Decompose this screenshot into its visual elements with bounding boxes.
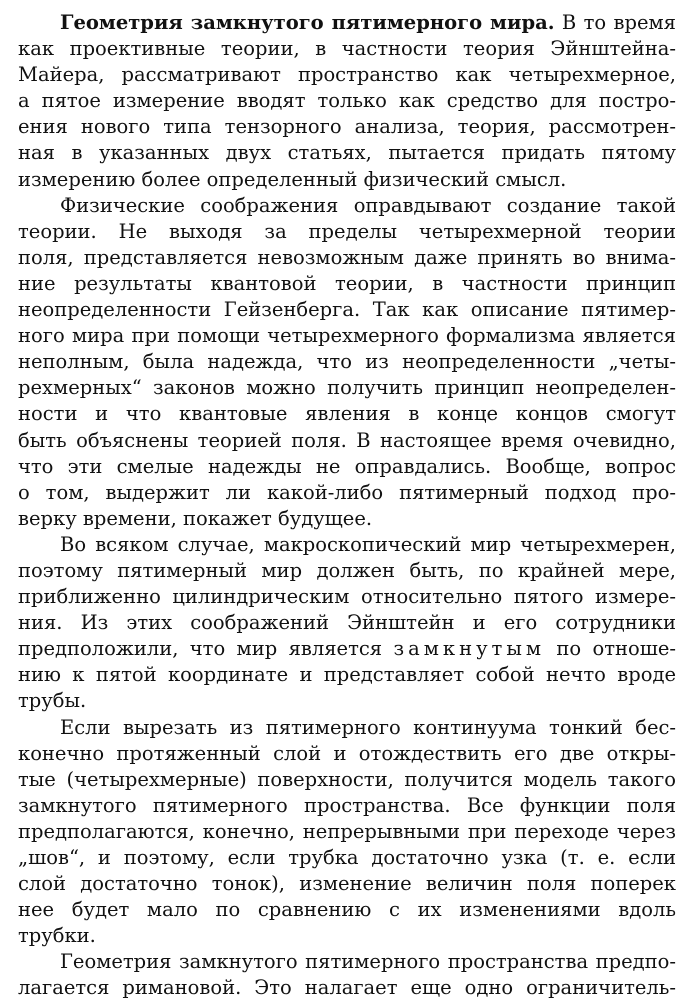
text-line: поэтому пятимерный мир должен быть, по крайней мере, [18,558,676,582]
text-fragment: В то время [554,11,676,34]
paragraph-2 [18,193,676,532]
text-line: о том, выдержит ли какой-либо пятимерный подход про- [18,480,676,504]
text-line: тые (четырехмерные) поверхности, получится модель такого [18,767,676,791]
text-line: неопределенности Гейзенберга. Так как описание пятимер- [18,298,676,322]
section-heading: Геометрия замкнутого пятимерного мира. [60,11,555,34]
text-line: нее будет мало по сравнению с их изменениями вдоль [18,898,676,922]
text-line: рехмерных“ законов можно получить принцип неопределен- [18,376,676,400]
text-line: Физические соображения оправдывают создание такой [60,193,676,217]
emphasized-word: замкнутым [393,637,546,661]
text-line: лагается римановой. Это налагает еще одно ограничитель- [18,976,676,1000]
text-line: конечно протяженный слой и отождествить его две откры- [18,741,676,765]
text-line: ного мира при помощи четырехмерного формализма является [18,324,676,348]
paragraph-3 [18,532,676,715]
text-line: трубки. [18,924,96,948]
text-line: а пятое измерение вводят только как средство для постро- [18,89,676,113]
text-line: предполагаются, конечно, непрерывными при переходе через [18,819,676,843]
text-line: замкнутого пятимерного пространства. Все функции поля [18,793,676,817]
text-line: ения нового типа тензорного анализа, теория, рассмотрен- [18,115,676,139]
paragraph-1 [18,10,676,193]
text-line: Майера, рассматривают пространство как четырехмерное, [18,63,676,87]
text-fragment: предположили, что мир является [18,637,394,661]
text-fragment: по отноше- [545,637,676,661]
text-line: быть объяснены теорией поля. В настоящее время очевидно, [18,428,676,452]
text-line: теории. Не выходя за пределы четырехмерной теории [18,219,676,243]
text-line: неполным, была надежда, что из неопределенности „четы- [18,350,676,374]
text-line: ние результаты квантовой теории, в частности принцип [18,271,676,295]
text-line: Во всяком случае, макроскопический мир четырехмерен, [60,532,676,556]
paragraph-5 [18,949,676,1001]
text-line: „шов“, и поэтому, если трубка достаточно узка (т. е. если [18,846,676,869]
text-line: ная в указанных двух статьях, пытается придать пятому [18,141,676,165]
text-line: Если вырезать из пятимерного континуума тонкий бес- [60,715,676,739]
text-line: поля, представляется невозможным даже принять во внима- [18,245,676,269]
text-line [18,10,676,36]
text-line: Геометрия замкнутого пятимерного пространства предпо- [60,950,676,974]
paragraph-4 [18,715,676,950]
text-line: как проективные теории, в частности теория Эйнштейна- [18,37,676,61]
text-line [18,636,676,662]
text-line: ности и что квантовые явления в конце концов смогут [18,402,676,426]
text-line: измерению более определенный физический смысл. [18,167,567,191]
text-line: слой достаточно тонок), изменение величин поля поперек [18,872,676,896]
text-line: ния. Из этих соображений Эйнштейн и его сотрудники [18,611,676,635]
text-line: верку времени, покажет будущее. [18,506,373,530]
text-line: что эти смелые надежды не оправдались. Вообще, вопрос [18,454,676,478]
text-line: нию к пятой координате и представляет собой нечто вроде [18,663,676,687]
text-line: приближенно цилиндрическим относительно пятого измере- [18,585,676,609]
text-line: трубы. [18,689,87,713]
